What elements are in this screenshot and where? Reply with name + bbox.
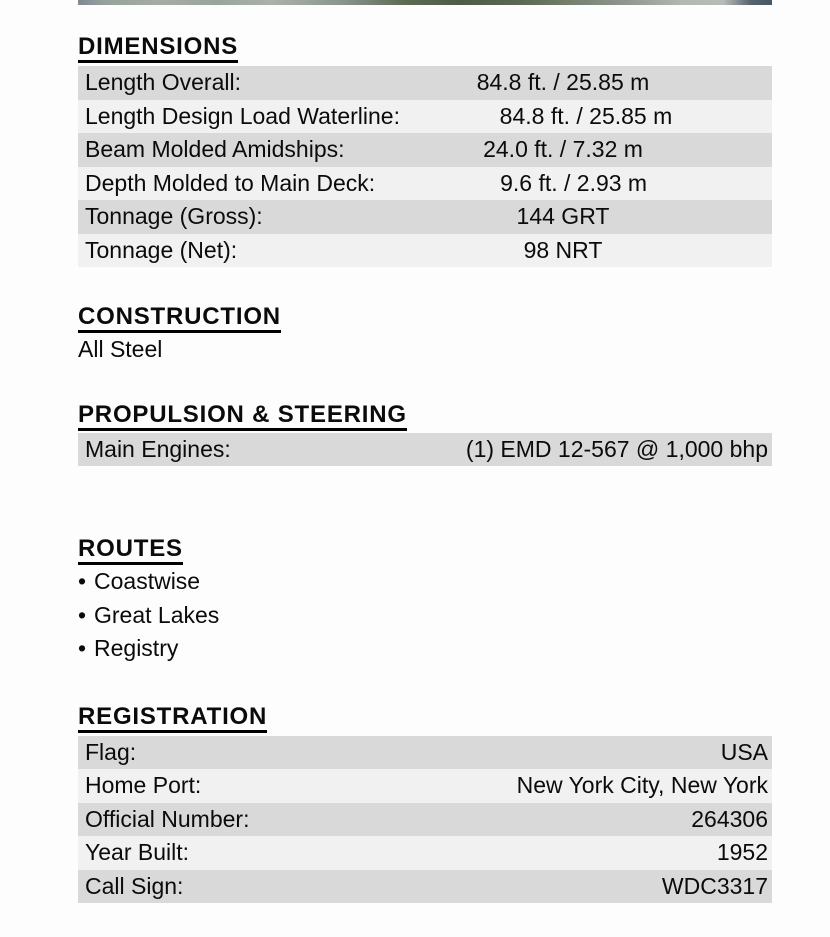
row-label: Length Overall: — [85, 69, 241, 96]
table-row — [78, 234, 772, 268]
row-label: Call Sign: — [85, 872, 184, 899]
row-value: 84.8 ft. / 25.85 m — [476, 69, 650, 96]
row-label: Tonnage (Gross): — [85, 203, 263, 230]
heading-construction: CONSTRUCTION — [78, 305, 281, 333]
bullet-icon: • — [78, 635, 87, 662]
table-row — [78, 803, 772, 837]
section-heading-construction — [78, 305, 772, 333]
table-row — [78, 769, 772, 803]
list-item — [78, 565, 772, 599]
photo-bottom-edge — [78, 0, 772, 5]
row-value: WDC3317 — [661, 872, 768, 899]
bullet-icon: • — [78, 568, 87, 595]
row-value: New York City, New York — [516, 772, 768, 799]
list-item-label: Registry — [94, 635, 179, 662]
row-label: Beam Molded Amidships: — [85, 136, 345, 163]
heading-dimensions: DIMENSIONS — [78, 35, 238, 63]
list-item — [78, 599, 772, 633]
table-row — [78, 870, 772, 904]
row-label: Main Engines: — [85, 435, 231, 462]
bullet-icon: • — [78, 601, 87, 628]
row-value: (1) EMD 12-567 @ 1,000 bhp — [465, 435, 768, 462]
row-value: 1952 — [716, 839, 768, 866]
table-row — [78, 736, 772, 770]
list-item-label: Great Lakes — [94, 601, 220, 628]
heading-registration: REGISTRATION — [78, 705, 267, 733]
row-value: 98 NRT — [523, 236, 603, 263]
registration-table — [78, 736, 772, 904]
section-heading-routes — [78, 537, 772, 565]
row-label: Home Port: — [85, 772, 202, 799]
row-value: USA — [720, 738, 768, 765]
table-row — [78, 66, 772, 100]
section-heading-propulsion — [78, 400, 772, 431]
row-label: Depth Molded to Main Deck: — [85, 169, 376, 196]
list-item — [78, 632, 772, 666]
propulsion-table — [78, 433, 772, 467]
row-value: 9.6 ft. / 2.93 m — [500, 169, 648, 196]
table-row — [78, 167, 772, 201]
row-value: 84.8 ft. / 25.85 m — [499, 102, 673, 129]
table-row — [78, 200, 772, 234]
row-label: Length Design Load Waterline: — [85, 102, 400, 129]
heading-routes: ROUTES — [78, 537, 183, 565]
routes-list — [78, 565, 772, 666]
row-label: Tonnage (Net): — [85, 236, 238, 263]
table-row — [78, 433, 772, 467]
row-value: 24.0 ft. / 7.32 m — [483, 136, 643, 163]
table-row — [78, 100, 772, 134]
row-value: 144 GRT — [516, 203, 610, 230]
row-label: Flag: — [85, 738, 137, 765]
table-row — [78, 836, 772, 870]
section-heading-dimensions — [78, 35, 772, 63]
row-label: Official Number: — [85, 805, 250, 832]
row-value: 264306 — [691, 805, 768, 832]
section-heading-registration — [78, 702, 772, 733]
row-label: Year Built: — [85, 839, 189, 866]
construction-text: All Steel — [78, 336, 163, 362]
list-item-label: Coastwise — [94, 568, 201, 595]
heading-propulsion: PROPULSION & STEERING — [78, 403, 407, 431]
dimensions-table — [78, 66, 772, 267]
spec-sheet — [78, 0, 772, 903]
table-row — [78, 133, 772, 167]
